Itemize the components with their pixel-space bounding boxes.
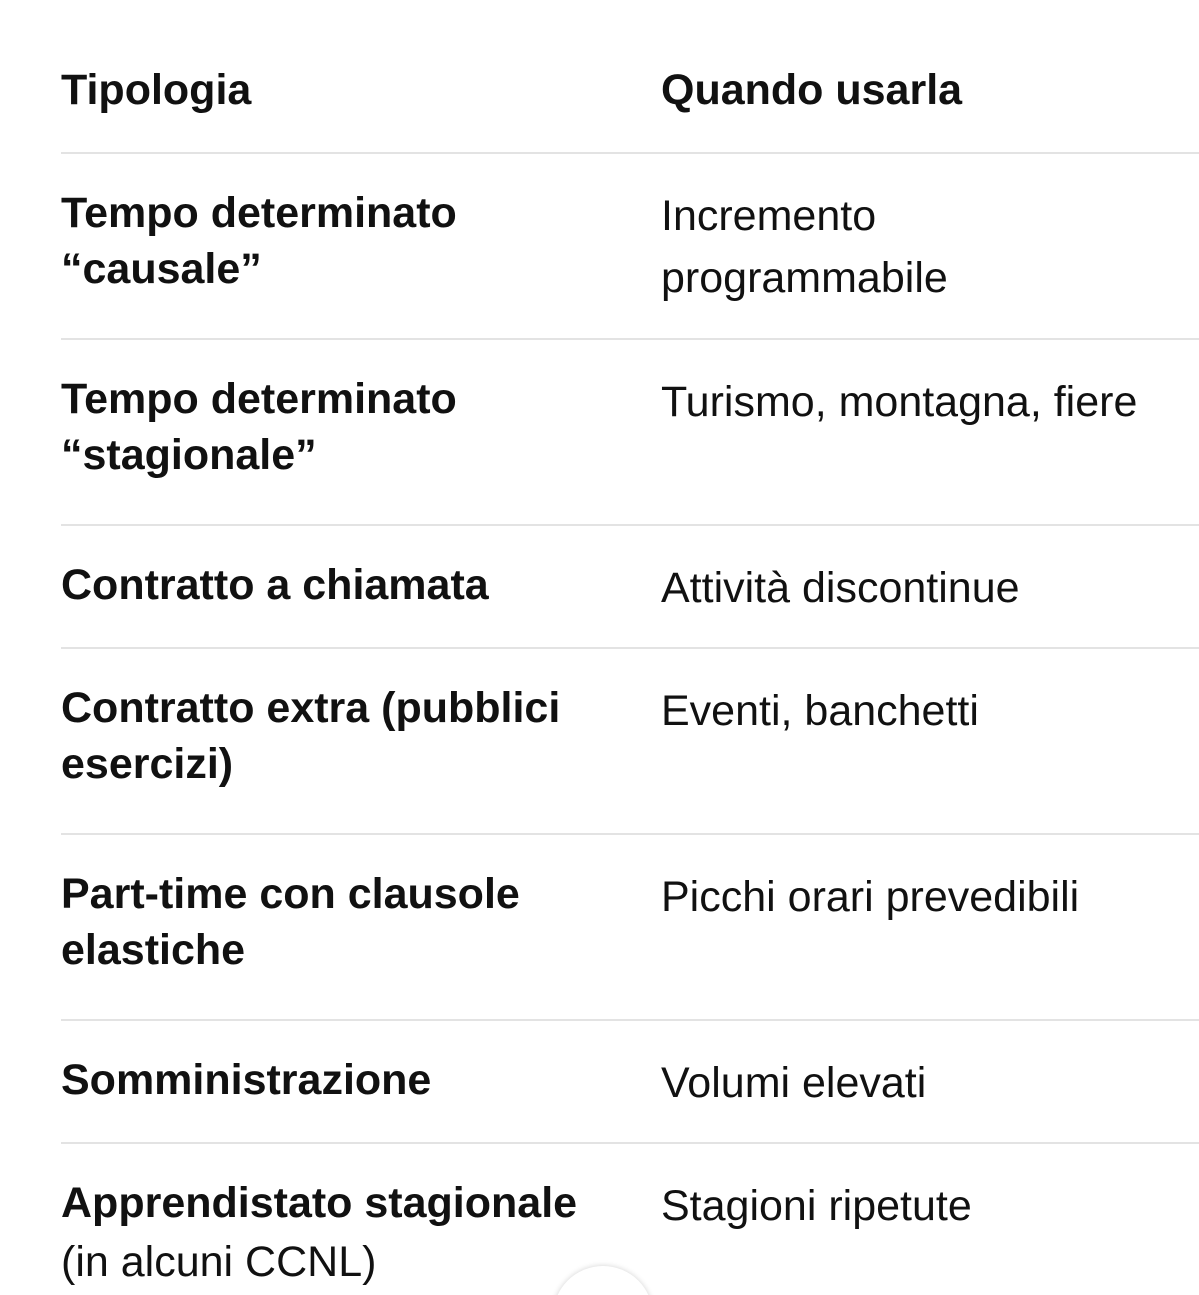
table-row bbox=[61, 649, 1199, 835]
usage-text: Stagioni ripetute bbox=[661, 1182, 972, 1230]
usage-cell bbox=[661, 557, 1199, 647]
type-label-line: “stagionale” bbox=[61, 431, 317, 479]
type-label-line: Tempo determinato bbox=[61, 375, 457, 423]
type-label-line: Part-time con clausole bbox=[61, 870, 520, 918]
usage-cell bbox=[661, 866, 1199, 1019]
type-cell bbox=[61, 866, 661, 1019]
type-cell bbox=[61, 185, 661, 338]
type-cell bbox=[61, 371, 661, 524]
table-row bbox=[61, 526, 1199, 649]
header-label-type: Tipologia bbox=[61, 66, 252, 114]
type-label-line: “causale” bbox=[61, 245, 262, 293]
usage-cell bbox=[661, 680, 1199, 833]
table-row bbox=[61, 835, 1199, 1021]
table-row bbox=[61, 1021, 1199, 1144]
table-row bbox=[61, 1144, 1199, 1295]
header-cell-usage bbox=[661, 62, 1199, 152]
usage-text: Picchi orari prevedibili bbox=[661, 873, 1080, 921]
usage-text: Turismo, montagna, fiere bbox=[661, 378, 1138, 426]
usage-text: Attività discontinue bbox=[661, 564, 1020, 612]
type-note: (in alcuni CCNL) bbox=[61, 1238, 377, 1286]
header-cell-type bbox=[61, 62, 661, 152]
usage-text: Eventi, banchetti bbox=[661, 687, 979, 735]
contract-types-table bbox=[61, 0, 1199, 1295]
type-label-line: esercizi) bbox=[61, 740, 234, 788]
usage-cell bbox=[661, 371, 1199, 524]
type-cell bbox=[61, 557, 661, 647]
usage-cell bbox=[661, 1052, 1199, 1142]
usage-text: Incremento programmabile bbox=[661, 192, 948, 302]
type-cell bbox=[61, 1052, 661, 1142]
type-cell bbox=[61, 680, 661, 833]
table-row bbox=[61, 154, 1199, 340]
type-label-line: elastiche bbox=[61, 926, 246, 974]
usage-cell bbox=[661, 1175, 1199, 1295]
header-label-usage: Quando usarla bbox=[661, 66, 963, 114]
table-row bbox=[61, 340, 1199, 526]
type-label-line: Apprendistato stagionale bbox=[61, 1179, 578, 1227]
type-label-line: Somministrazione bbox=[61, 1056, 432, 1104]
type-label-line: Contratto extra (pubblici bbox=[61, 684, 561, 732]
usage-text: Volumi elevati bbox=[661, 1059, 927, 1107]
type-label-line: Contratto a chiamata bbox=[61, 561, 489, 609]
usage-cell bbox=[661, 185, 1199, 338]
table-header-row bbox=[61, 0, 1199, 154]
type-label-line: Tempo determinato bbox=[61, 189, 457, 237]
